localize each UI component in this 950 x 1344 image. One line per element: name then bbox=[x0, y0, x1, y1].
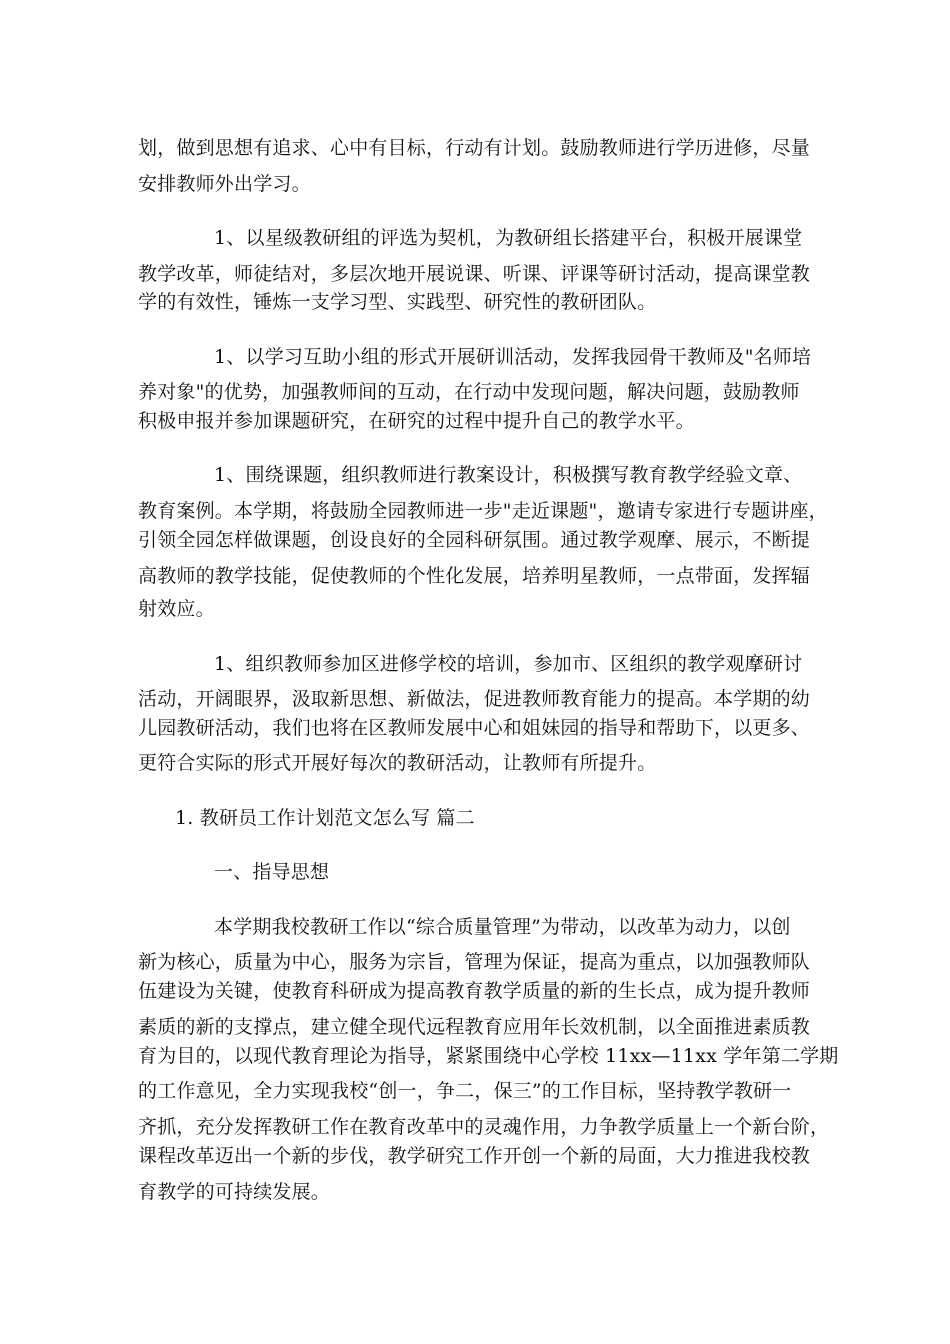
text-line: 划，做到思想有追求、心中有目标，行动有计划。鼓励教师进行学历进修，尽量 bbox=[138, 137, 811, 159]
text-line: 本学期我校教研工作以“综合质量管理”为带动，以改革为动力，以创 bbox=[214, 916, 791, 938]
text-line: 素质的新的支撑点，建立健全现代远程教育应用年长效机制，以全面推进素质教 bbox=[138, 1016, 811, 1038]
text-line: 课程改革迈出一个新的步伐，教学研究工作开创一个新的局面，大力推进我校教 bbox=[138, 1145, 811, 1167]
text-line: 教学改革，师徒结对，多层次地开展说课、听课、评课等研讨活动，提高课堂教 bbox=[138, 263, 811, 285]
text-line: 教育案例。本学期，将鼓励全园教师进一步"走近课题"，邀请专家进行专题讲座， bbox=[138, 500, 828, 522]
text-line: 的工作意见，全力实现我校“创一，争二，保三”的工作目标，坚持教学教研一 bbox=[138, 1080, 792, 1102]
text-line: 1、组织教师参加区进修学校的培训，参加市、区组织的教学观摩研讨 bbox=[214, 653, 803, 675]
text-line: 安排教师外出学习。 bbox=[138, 173, 311, 195]
text-line: 养对象"的优势，加强教师间的互动，在行动中发现问题，解决问题，鼓励教师 bbox=[138, 381, 800, 403]
text-line: 1、围绕课题，组织教师进行教案设计，积极撰写教育教学经验文章、 bbox=[214, 464, 803, 486]
text-line: 伍建设为关键，使教育科研成为提高教育教学质量的新的生长点，成为提升教师 bbox=[138, 980, 811, 1002]
section-title: 1. 教研员工作计划范文怎么写 篇二 bbox=[175, 807, 475, 829]
text-line: 引领全园怎样做课题，创设良好的全园科研氛围。通过教学观摩、展示，不断提 bbox=[138, 529, 811, 551]
text-line: 新为核心，质量为中心，服务为宗旨，管理为保证，提高为重点，以加强教师队 bbox=[138, 951, 811, 973]
text-line: 学的有效性，锤炼一支学习型、实践型、研究性的教研团队。 bbox=[138, 291, 657, 313]
text-line: 育教学的可持续发展。 bbox=[138, 1181, 331, 1203]
text-line: 更符合实际的形式开展好每次的教研活动，让教师有所提升。 bbox=[138, 752, 657, 774]
text-line: 儿园教研活动，我们也将在区教师发展中心和姐妹园的指导和帮助下，以更多、 bbox=[138, 717, 811, 739]
text-line: 积极申报并参加课题研究，在研究的过程中提升自己的教学水平。 bbox=[138, 410, 695, 432]
text-line: 1、以星级教研组的评选为契机，为教研组长搭建平台，积极开展课堂 bbox=[214, 227, 803, 249]
text-line: 育为目的，以现代教育理论为指导，紧紧围绕中心学校 11xx—11xx 学年第二学期 bbox=[138, 1045, 839, 1067]
text-line: 高教师的教学技能，促使教师的个性化发展，培养明星教师，一点带面，发挥辐 bbox=[138, 565, 811, 587]
text-line: 1、以学习互助小组的形式开展研训活动，发挥我园骨干教师及"名师培 bbox=[214, 346, 812, 368]
text-line: 射效应。 bbox=[138, 598, 215, 620]
text-line: 齐抓，充分发挥教研工作在教育改革中的灵魂作用，力争教学质量上一个新台阶， bbox=[138, 1116, 830, 1138]
subheading: 一、指导思想 bbox=[214, 861, 330, 883]
text-line: 活动，开阔眼界，汲取新思想、新做法，促进教师教育能力的提高。本学期的幼 bbox=[138, 688, 811, 710]
